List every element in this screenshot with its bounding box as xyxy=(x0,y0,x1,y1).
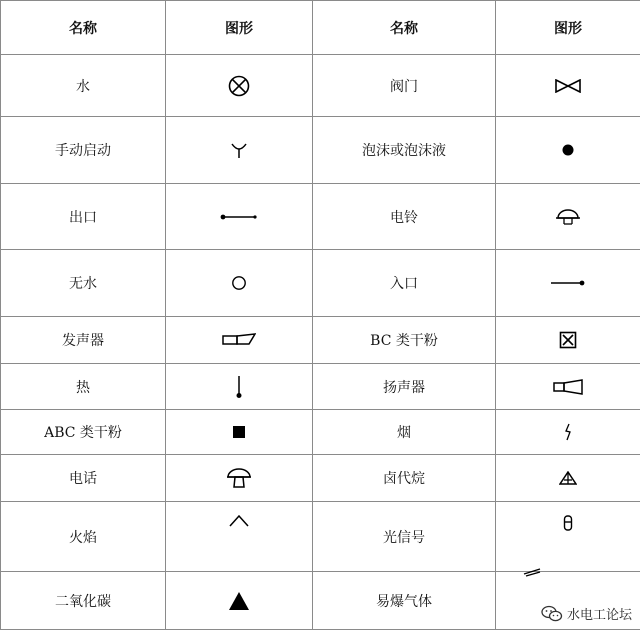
symbol-name: 二氧化碳 xyxy=(1,572,166,630)
symbol-name: 发声器 xyxy=(1,317,166,364)
smoke-squiggle-icon xyxy=(563,423,573,441)
symbol-name: 手动启动 xyxy=(1,117,166,184)
table-row xyxy=(1,364,640,410)
symbol-name: 光信号 xyxy=(313,502,496,572)
symbol-shape xyxy=(496,410,640,455)
symbol-name: 卤代烷 xyxy=(313,455,496,502)
table-row xyxy=(1,117,640,184)
light-signal-icon xyxy=(563,515,573,531)
symbol-shape xyxy=(166,317,313,364)
table-row xyxy=(1,502,640,572)
symbol-name: ABC 类干粉 xyxy=(1,410,166,455)
symbol-name: BC 类干粉 xyxy=(313,317,496,364)
symbol-shape xyxy=(166,117,313,184)
watermark-text: 水电工论坛 xyxy=(567,604,632,623)
symbol-shape xyxy=(496,455,640,502)
square-x-icon xyxy=(559,331,577,349)
bell-icon xyxy=(555,208,581,226)
header-shape-right: 图形 xyxy=(496,1,640,55)
speaker-icon xyxy=(553,379,583,395)
symbol-name: 入口 xyxy=(313,250,496,317)
symbol-shape xyxy=(166,455,313,502)
symbol-shape xyxy=(166,410,313,455)
symbol-name: 无水 xyxy=(1,250,166,317)
symbol-name: 扬声器 xyxy=(313,364,496,410)
line-dot-right-icon xyxy=(550,279,586,287)
filled-dot-icon xyxy=(561,143,575,157)
symbol-name: 电话 xyxy=(1,455,166,502)
header-row xyxy=(1,1,640,55)
symbol-name: 热 xyxy=(1,364,166,410)
symbol-shape xyxy=(166,572,313,630)
table-row xyxy=(1,410,640,455)
symbol-shape xyxy=(496,502,640,572)
symbol-shape xyxy=(166,364,313,410)
filled-triangle-icon xyxy=(228,591,250,611)
bowtie-valve-icon xyxy=(555,79,581,93)
thermometer-icon xyxy=(235,375,243,399)
table-row xyxy=(1,55,640,117)
table-row xyxy=(1,317,640,364)
triangle-cross-icon xyxy=(559,471,577,485)
symbol-shape xyxy=(496,364,640,410)
sounder-icon xyxy=(222,333,256,347)
symbol-shape xyxy=(496,117,640,184)
line-dot-both-icon xyxy=(220,213,258,221)
symbol-name: 泡沫或泡沫液 xyxy=(313,117,496,184)
open-circle-icon xyxy=(231,275,247,291)
symbol-shape xyxy=(496,250,640,317)
explosive-gas-icon xyxy=(522,567,542,577)
header-name-right: 名称 xyxy=(313,1,496,55)
symbol-shape xyxy=(496,184,640,250)
watermark xyxy=(539,604,634,623)
wechat-icon xyxy=(541,605,563,623)
symbol-shape xyxy=(496,317,640,364)
symbol-name: 火焰 xyxy=(1,502,166,572)
table-row xyxy=(1,250,640,317)
symbol-shape xyxy=(166,502,313,572)
symbol-shape xyxy=(496,55,640,117)
symbol-shape xyxy=(166,250,313,317)
telephone-icon xyxy=(226,467,252,489)
symbol-name: 电铃 xyxy=(313,184,496,250)
symbol-shape xyxy=(166,184,313,250)
table-row xyxy=(1,455,640,502)
header-name-left: 名称 xyxy=(1,1,166,55)
symbol-name: 阀门 xyxy=(313,55,496,117)
filled-square-icon xyxy=(232,425,246,439)
symbol-name: 水 xyxy=(1,55,166,117)
symbol-name: 烟 xyxy=(313,410,496,455)
symbol-name: 出口 xyxy=(1,184,166,250)
circle-x-icon xyxy=(227,74,251,98)
header-shape-left: 图形 xyxy=(166,1,313,55)
caret-icon xyxy=(229,515,249,527)
symbol-shape xyxy=(166,55,313,117)
table-row xyxy=(1,184,640,250)
symbol-name: 易爆气体 xyxy=(313,572,496,630)
y-fork-icon xyxy=(230,141,248,159)
